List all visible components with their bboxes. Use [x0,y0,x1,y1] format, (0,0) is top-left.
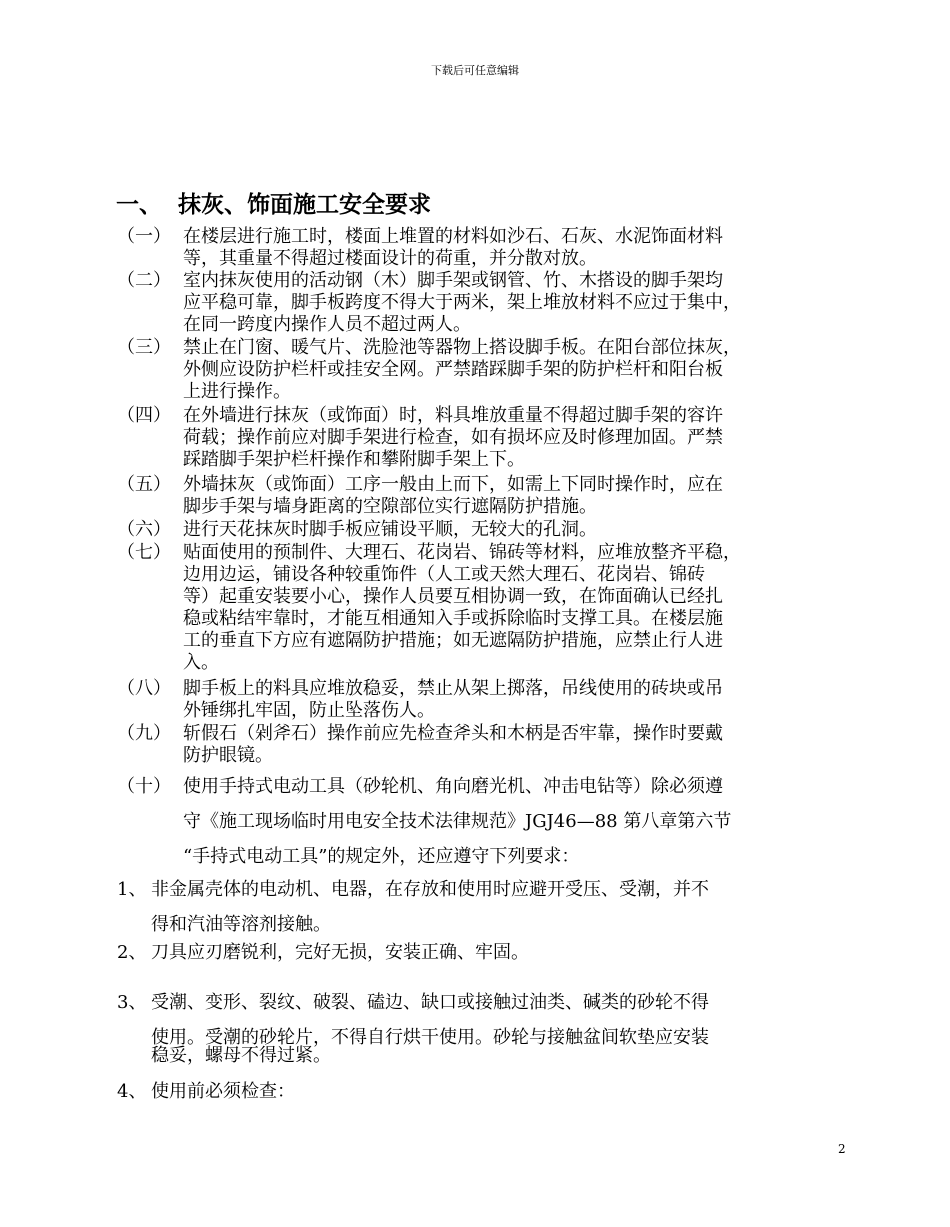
item-label: （三） [117,337,171,358]
item-text-line: 稳或粘结牢靠时，才能互相通知入手或拆除临时支撑工具。在楼层施 [183,608,723,629]
requirement-item [117,678,857,722]
requirement-item [117,270,857,336]
item-text-line: 脚步手架与墙身距离的空隙部位实行遮隔防护措施。 [183,496,597,517]
item-text-line: 在同一跨度内操作人员不超过两人。 [183,314,471,335]
subitem-label: 1、 [117,879,147,900]
subitem [117,985,857,1067]
requirement-item [117,723,857,767]
item-label: （六） [117,519,171,540]
subitem-text-line: 刀具应刃磨锐利，完好无损，安装正确、牢固。 [151,942,529,963]
item-label: （八） [117,678,171,699]
requirement-item [117,769,857,874]
item-text-line: 边用边运，铺设各种较重饰件（人工或天然大理石、花岗岩、锦砖 [183,564,705,585]
item-text-line: 使用手持式电动工具（砂轮机、角向磨光机、冲击电钻等）除必须遵 [183,776,723,797]
subitem-text-line: 稳妥，螺母不得过紧。 [151,1045,331,1066]
requirement-item [117,337,857,403]
item-text-line: 在外墙进行抹灰（或饰面）时，料具堆放重量不得超过脚手架的容许 [183,405,723,426]
item-text-line: 守《施工现场临时用电安全技术法律规范》JGJ46—88 第八章第六节 [183,811,732,832]
subitem-label: 3、 [117,992,147,1013]
item-label: （一） [117,226,171,247]
item-text-line: 等）起重安装要小心，操作人员要互相协调一致，在饰面确认已经扎 [183,586,723,607]
item-text-line: 在楼层进行施工时，楼面上堆置的材料如沙石、石灰、水泥饰面材料 [183,226,723,247]
subitem [117,872,857,942]
item-label: （七） [117,542,171,563]
section-title [116,186,431,219]
item-text-line: 踩踏脚手架护栏杆操作和攀附脚手架上下。 [183,449,525,470]
item-label: （十） [117,776,171,797]
item-text-line: 禁止在门窗、暖气片、洗脸池等器物上搭设脚手板。在阳台部位抹灰， [183,337,741,358]
requirement-item [117,226,857,270]
subitem [117,935,857,970]
item-text-line: 进行天花抹灰时脚手板应铺设平顺，无较大的孔洞。 [183,519,597,540]
subitem-label: 4、 [117,1081,147,1102]
section-number: 一、 [116,192,162,218]
requirement-item [117,405,857,471]
item-text-line: 贴面使用的预制件、大理石、花岗岩、锦砖等材料，应堆放整齐平稳， [183,542,741,563]
item-text-line: 室内抹灰使用的活动钢（木）脚手架或钢管、竹、木搭设的脚手架均 [183,270,723,291]
subitem-text-line: 得和汽油等溶剂接触。 [151,914,331,935]
item-text-line: 斩假石（剁斧石）操作前应先检查斧头和木柄是否牢靠，操作时要戴 [183,723,723,744]
subitem-text-line: 非金属壳体的电动机、电器，在存放和使用时应避开受压、受潮，并不 [151,879,709,900]
item-text-line: “手持式电动工具”的规定外，还应遵守下列要求： [183,846,580,867]
item-text-line: 脚手板上的料具应堆放稳妥，禁止从架上掷落，吊线使用的砖块或吊 [183,678,723,699]
section-title-text: 抹灰、饰面施工安全要求 [178,192,431,218]
item-text-line: 外锤绑扎牢固，防止坠落伤人。 [183,700,435,721]
subitem-text-line: 使用前必须检查： [151,1081,295,1102]
subitem-text-line: 受潮、变形、裂纹、破裂、磕边、缺口或接触过油类、碱类的砂轮不得 [151,992,709,1013]
item-text-line: 入。 [183,652,219,673]
item-label: （九） [117,723,171,744]
subitem-text-line: 使用。受潮的砂轮片，不得自行烘干使用。砂轮与接触盆间软垫应安装 [151,1027,709,1048]
subitem-label: 2、 [117,942,147,963]
item-text-line: 荷载；操作前应对脚手架进行检查，如有损坏应及时修理加固。严禁 [183,427,723,448]
item-text-line: 外侧应设防护栏杆或挂安全网。严禁踏踩脚手架的防护栏杆和阳台板 [183,359,723,380]
page-number: 2 [838,1142,846,1156]
item-text-line: 等，其重量不得超过楼面设计的荷重，并分散对放。 [183,248,597,269]
item-text-line: 工的垂直下方应有遮隔防护措施；如无遮隔防护措施，应禁止行人进 [183,630,723,651]
item-text-line: 外墙抹灰（或饰面）工序一般由上而下，如需上下同时操作时，应在 [183,474,723,495]
item-text-line: 上进行操作。 [183,381,291,402]
item-text-line: 应平稳可靠，脚手板跨度不得大于两米，架上堆放材料不应过于集中， [183,292,741,313]
requirement-item [117,542,857,674]
item-label: （四） [117,405,171,426]
subitem [117,1074,857,1109]
page-header: 下载后可任意编辑 [431,64,519,77]
item-label: （五） [117,474,171,495]
requirement-item [117,519,857,541]
item-label: （二） [117,270,171,291]
requirement-item [117,474,857,518]
item-text-line: 防护眼镜。 [183,745,273,766]
